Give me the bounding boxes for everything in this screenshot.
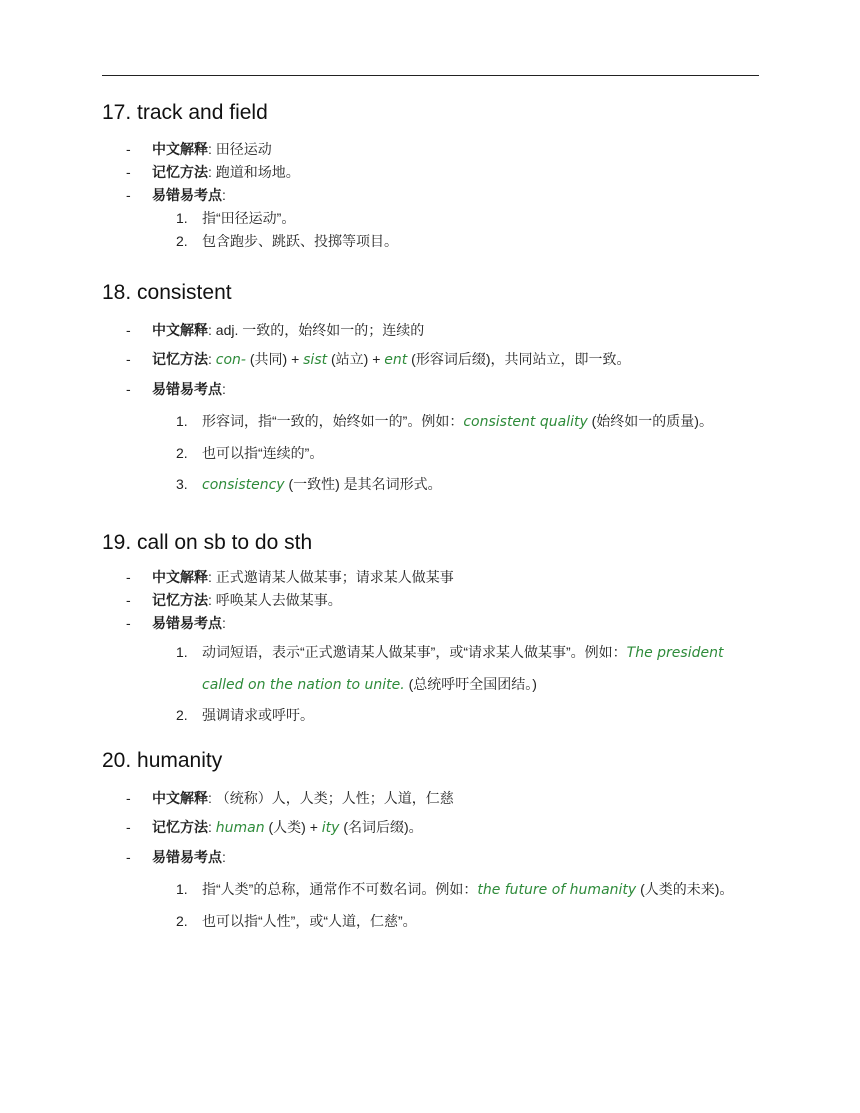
meaning-text: : （统称）人，人类；人性；人道，仁慈: [208, 790, 454, 806]
meaning-text: : 田径运动: [208, 141, 272, 157]
point-item: [152, 906, 759, 937]
suffix-ity: ity: [321, 820, 340, 836]
bullet-dash: -: [126, 569, 131, 585]
example-phrase: the future of humanity: [477, 882, 637, 898]
root-sist-gloss: (站立) +: [327, 351, 385, 367]
point-text: 也可以指“连续的”。: [202, 445, 324, 461]
root-human: human: [215, 820, 265, 836]
meaning-bullet: [102, 784, 759, 813]
points-colon: :: [222, 849, 226, 865]
bullet-dash: -: [126, 592, 131, 608]
bullet-dash: -: [126, 381, 131, 397]
root-sist: sist: [303, 352, 328, 368]
point-number: 1.: [176, 881, 188, 897]
points-label: 易错易考点: [152, 381, 222, 397]
point-text: 强调请求或呼吁。: [202, 707, 314, 723]
memory-label: 记忆方法: [152, 164, 208, 180]
memory-bullet: [102, 345, 759, 375]
bullet-list: [102, 316, 759, 501]
point-number: 2.: [176, 913, 188, 929]
points-colon: :: [222, 381, 226, 397]
example-translation: (人类的未来)。: [636, 881, 734, 897]
meaning-label: 中文解释: [152, 569, 208, 585]
example-translation: (总统呼吁全国团结。): [404, 676, 537, 692]
points-list: [152, 406, 759, 501]
root-con: con-: [215, 352, 246, 368]
bullet-dash: -: [126, 790, 131, 806]
point-item: [152, 207, 759, 230]
example-translation: (始终如一的质量)。: [587, 413, 713, 429]
memory-sep: :: [208, 819, 216, 835]
points-list: [152, 637, 759, 729]
memory-label: 记忆方法: [152, 819, 208, 835]
entry-title: 18. consistent: [102, 281, 232, 304]
bullet-dash: -: [126, 164, 131, 180]
memory-sep: :: [208, 351, 216, 367]
memory-bullet: [102, 589, 759, 612]
entry-title: 20. humanity: [102, 749, 223, 772]
bullet-list: [102, 566, 759, 729]
meaning-text: : 正式邀请某人做某事；请求某人做某事: [208, 569, 454, 585]
memory-text: : 呼唤某人去做某事。: [208, 592, 342, 608]
bullet-dash: -: [126, 819, 131, 835]
points-label: 易错易考点: [152, 615, 222, 631]
header-divider: [102, 75, 759, 76]
memory-text: : 跑道和场地。: [208, 164, 300, 180]
meaning-text: : adj. 一致的，始终如一的；连续的: [208, 322, 425, 338]
bullet-dash: -: [126, 615, 131, 631]
vocab-entry-20: [102, 748, 759, 937]
point-item: [152, 874, 759, 906]
memory-label: 记忆方法: [152, 592, 208, 608]
bullet-dash: -: [126, 351, 131, 367]
points-label: 易错易考点: [152, 187, 222, 203]
meaning-label: 中文解释: [152, 322, 208, 338]
memory-label: 记忆方法: [152, 351, 208, 367]
memory-bullet: [102, 813, 759, 843]
memory-bullet: [102, 161, 759, 184]
point-text: 动词短语，表示“正式邀请某人做某事”，或“请求某人做某事”。例如：: [202, 644, 627, 660]
bullet-dash: -: [126, 849, 131, 865]
bullet-dash: -: [126, 141, 131, 157]
points-bullet: [102, 184, 759, 253]
point-number: 1.: [176, 644, 188, 660]
point-item: [152, 230, 759, 253]
example-phrase: consistent quality: [463, 414, 588, 430]
points-colon: :: [222, 187, 226, 203]
suffix-ent-gloss: (形容词后缀)，共同站立，即一致。: [407, 351, 631, 367]
bullet-list: [102, 784, 759, 937]
root-human-gloss: (人类) +: [264, 819, 322, 835]
point-item: [152, 438, 759, 469]
points-bullet: [102, 375, 759, 501]
point-number: 2.: [176, 707, 188, 723]
point-text: 指“人类”的总称，通常作不可数名词。例如：: [202, 881, 478, 897]
meaning-bullet: [102, 316, 759, 345]
entry-title: 17. track and field: [102, 101, 268, 124]
points-label: 易错易考点: [152, 849, 222, 865]
vocab-entry-17: [102, 100, 759, 253]
example-sentence: The president called on the nation to unite.: [202, 645, 724, 693]
bullet-dash: -: [126, 322, 131, 338]
point-number: 2.: [176, 233, 188, 249]
entry-title: 19. call on sb to do sth: [102, 531, 313, 554]
point-text: 包含跑步、跳跃、投掷等项目。: [202, 233, 398, 249]
point-item: [152, 469, 759, 501]
meaning-label: 中文解释: [152, 790, 208, 806]
bullet-list: [102, 138, 759, 253]
suffix-ent: ent: [384, 352, 408, 368]
point-text: (一致性) 是其名词形式。: [284, 476, 442, 492]
point-text: 指“田径运动”。: [202, 210, 296, 226]
points-list: [152, 874, 759, 937]
meaning-bullet: [102, 138, 759, 161]
point-text: 形容词，指“一致的，始终如一的”。例如：: [202, 413, 464, 429]
meaning-bullet: [102, 566, 759, 589]
suffix-ity-gloss: (名词后缀)。: [339, 819, 423, 835]
points-bullet: [102, 612, 759, 729]
points-bullet: [102, 843, 759, 937]
point-item: [152, 406, 759, 438]
point-number: 2.: [176, 445, 188, 461]
point-item: [152, 701, 759, 729]
meaning-label: 中文解释: [152, 141, 208, 157]
points-list: [152, 207, 759, 253]
point-text: 也可以指“人性”，或“人道，仁慈”。: [202, 913, 417, 929]
noun-form-word: consistency: [202, 477, 285, 493]
point-number: 1.: [176, 413, 188, 429]
bullet-dash: -: [126, 187, 131, 203]
points-colon: :: [222, 615, 226, 631]
point-number: 3.: [176, 476, 188, 492]
point-item: [152, 637, 759, 701]
point-number: 1.: [176, 210, 188, 226]
root-con-gloss: (共同) +: [245, 351, 304, 367]
vocab-entry-18: [102, 280, 759, 501]
vocab-entry-19: [102, 530, 759, 729]
